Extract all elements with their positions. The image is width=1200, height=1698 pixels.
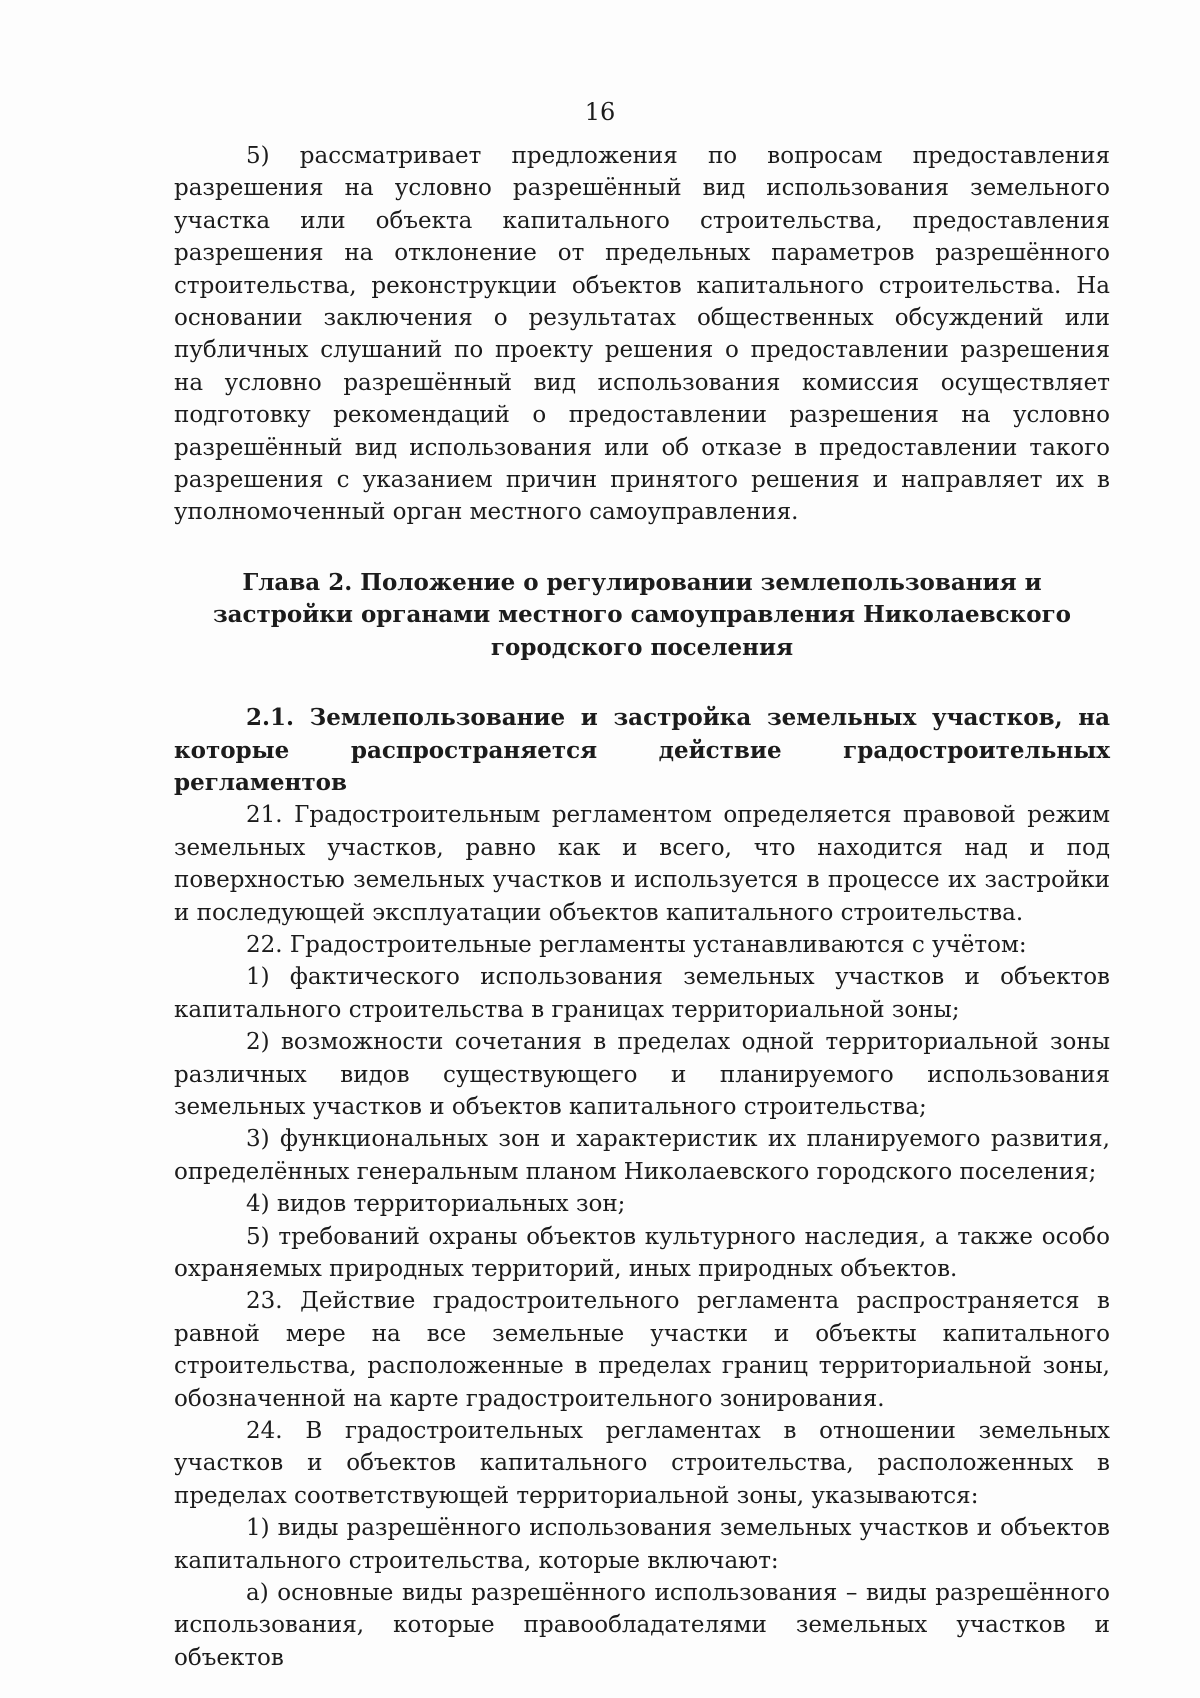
list-item-22-5: 5) требований охраны объектов культурного наследия, а также особо охраняемых природных территорий, иных природных объектов.	[174, 1223, 1110, 1282]
list-item-22-1: 1) фактического использования земельных участков и объектов капитального строительства в границах территориальной зоны;	[174, 964, 1110, 1023]
list-item-22-2: 2) возможности сочетания в пределах одной территориальной зоны различных видов существующего и планируемого использования земельных участков и объектов капитального строительства;	[174, 1029, 1110, 1120]
list-item-24-1-a: а) основные виды разрешённого использования – виды разрешённого использования, которые правообладателями земельных участков и объектов	[174, 1580, 1110, 1671]
paragraph-21: 21. Градостроительным регламентом определяется правовой режим земельных участков, равно как и всего, что находится над и под поверхностью земельных участков и используется в процессе их застройки и последующей эксплуатации объектов капитального строительства.	[174, 802, 1110, 926]
list-item-22-4: 4) видов территориальных зон;	[246, 1191, 626, 1218]
list-item-24-1: 1) виды разрешённого использования земельных участков и объектов капитального строительства, которые включают:	[174, 1515, 1110, 1574]
section-heading: 2.1. Землепользование и застройка земельных участков, на которые распространяется действие градостроительных регламентов	[174, 704, 1110, 796]
chapter-heading: Глава 2. Положение о регулировании землепользования и застройки органами местного самоуправления Николаевского городского поселения	[212, 568, 1072, 661]
paragraph-23: 23. Действие градостроительного регламента распространяется в равной мере на все земельные участки и объекты капитального строительства, расположенные в пределах границ территориальной зоны, обозначенной на карте градостроительного зонирования.	[174, 1288, 1110, 1412]
list-item-22-3: 3) функциональных зон и характеристик их планируемого развития, определённых генеральным планом Николаевского городского поселения;	[174, 1126, 1110, 1185]
paragraph-24: 24. В градостроительных регламентах в отношении земельных участков и объектов капитального строительства, расположенных в пределах соответствующей территориальной зоны, указываются:	[174, 1418, 1110, 1509]
intro-paragraph: 5) рассматривает предложения по вопросам предоставления разрешения на условно разрешённый вид использования земельного участка или объекта капитального строительства, предоставления разрешения на отклонение от предельных параметров разрешённого строительства, реконструкции объектов капитального строительства. На основании заключения о результатах общественных обсуждений или публичных слушаний по проекту решения о предоставлении разрешения на условно разрешённый вид использования комиссия осуществляет подготовку рекомендаций о предоставлении разрешения на условно разрешённый вид использования или об отказе в предоставлении такого разрешения с указанием причин принятого решения и направляет их в уполномоченный орган местного самоуправления.	[174, 143, 1110, 526]
document-body	[174, 140, 1110, 1674]
paragraph-22: 22. Градостроительные регламенты устанавливаются с учётом:	[246, 931, 1027, 958]
page-number: 16	[584, 98, 616, 126]
